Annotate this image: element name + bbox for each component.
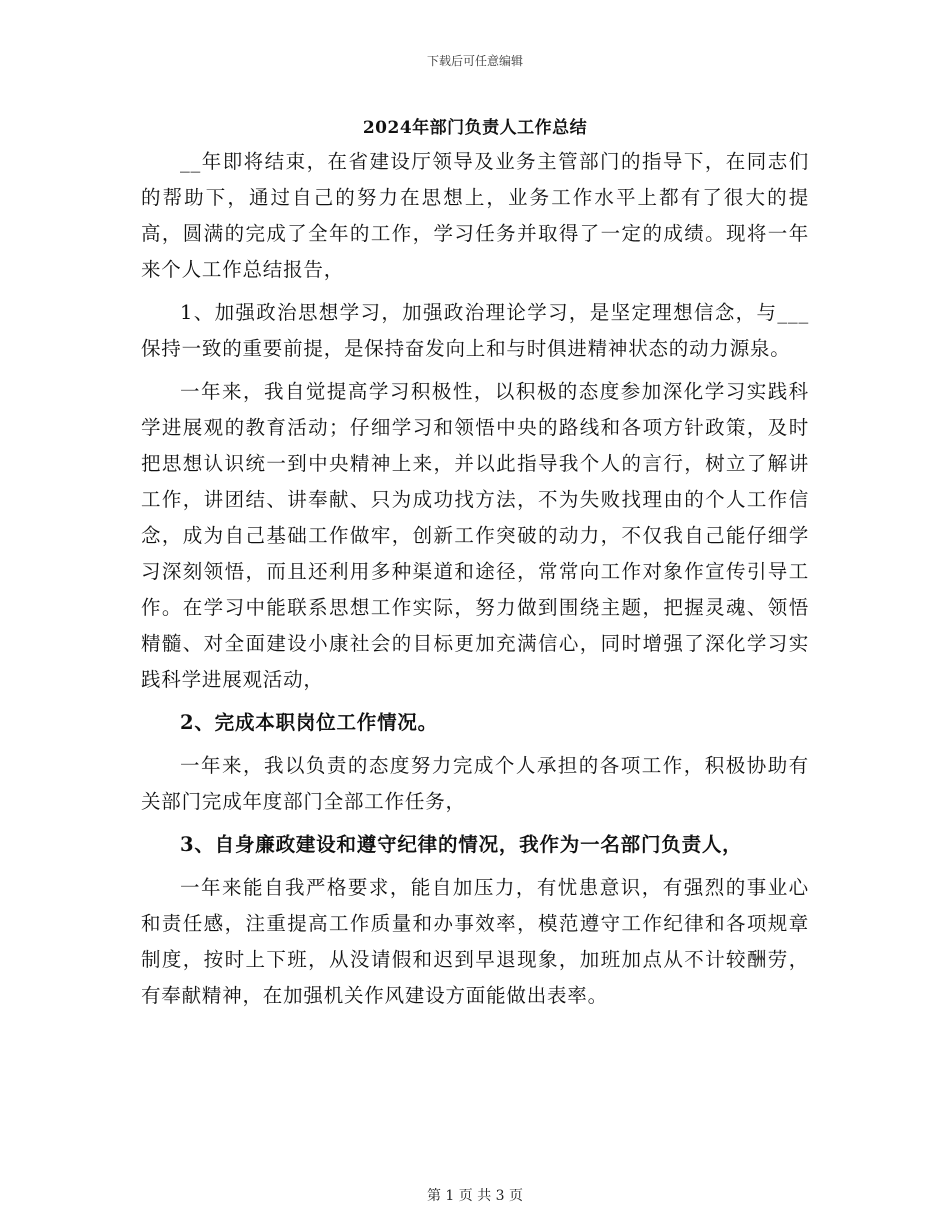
section-heading-2: 2、完成本职岗位工作情况。 — [180, 711, 438, 734]
paragraph-discipline: 一年来能自我严格要求，能自加压力，有忧患意识，有强烈的事业心和责任感，注重提高工作质量和办事效率，模范遵守工作纪律和各项规章制度，按时上下班，从没请假和迟到早退现象，加班加点从不计较酬劳，有奉献精神，在加强机关作风建设方面能做出表率。 — [141, 876, 809, 1007]
page-header-note: 下载后可任意编辑 — [426, 54, 523, 68]
paragraph-intro: __年即将结束，在省建设厅领导及业务主管部门的指导下，在同志们的帮助下，通过自己的努力在思想上，业务工作水平上都有了很大的提高，圆满的完成了全年的工作，学习任务并取得了一定的成绩。现将一年来个人工作总结报告， — [141, 150, 809, 281]
section-heading-3: 3、自身廉政建设和遵守纪律的情况，我作为一名部门负责人， — [180, 833, 743, 856]
document-title: 2024年部门负责人工作总结 — [362, 118, 588, 138]
paragraph-job-duties: 一年来，我以负责的态度努力完成个人承担的各项工作，积极协助有关部门完成年度部门全部工作任务， — [141, 754, 809, 813]
page-number: 第 1 页 共 3 页 — [426, 1188, 524, 1204]
paragraph-study-details: 一年来，我自觉提高学习积极性，以积极的态度参加深化学习实践科学进展观的教育活动；仔细学习和领悟中央的路线和各项方针政策，及时把思想认识统一到中央精神上来，并以此指导我个人的言行，树立了解讲工作，讲团结、讲奉献、只为成功找方法，不为失败找理由的个人工作信念，成为自己基础工作做牢，创新工作突破的动力，不仅我自己能仔细学习深刻领悟，而且还利用多种渠道和途径，常常向工作对象作宣传引导工作。在学习中能联系思想工作实际，努力做到围绕主题，把握灵魂、领悟精髓、对全面建设小康社会的目标更加充满信心，同时增强了深化学习实践科学进展观活动， — [141, 380, 809, 691]
paragraph-section-1: 1、加强政治思想学习，加强政治理论学习，是坚定理想信念，与___保持一致的重要前提，是保持奋发向上和与时俱进精神状态的动力源泉。 — [141, 301, 809, 360]
document-body — [141, 112, 809, 1014]
